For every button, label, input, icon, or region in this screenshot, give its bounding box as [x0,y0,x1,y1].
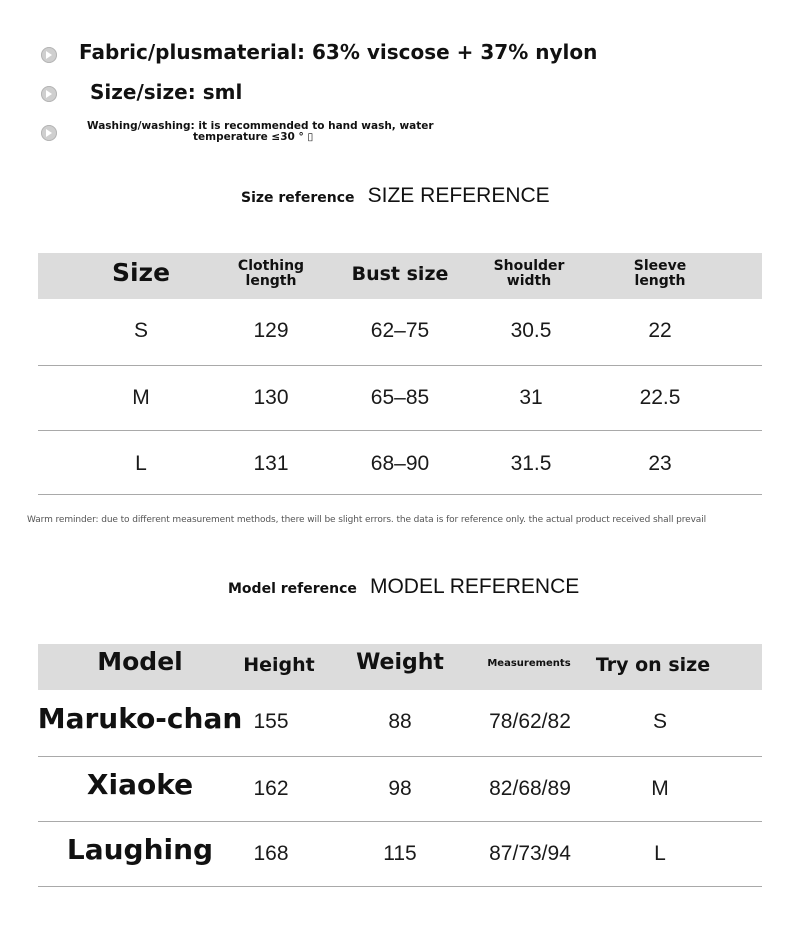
clothing-length-cell: 131 [253,452,289,475]
size-table-header [38,253,762,299]
washing-info [87,121,434,143]
warm-reminder: Warm reminder: due to different measurement methods, there will be slight errors. the data is for reference only. the actual product received shall prevail [27,515,707,525]
bullet-icon [41,125,57,141]
header-height: Height [243,654,315,676]
header-sleeve-length: Sleeve length [633,258,687,289]
size-reference-title-small: Size reference [241,190,355,206]
size-cell: L [135,452,147,475]
header-measurements: Measurements [487,658,571,669]
header-weight: Weight [356,650,444,675]
sleeve-length-cell: 22 [648,319,672,342]
table-row [38,757,762,822]
model-reference-title-small: Model reference [228,581,357,597]
measurements-cell: 87/73/94 [489,842,571,865]
table-row [38,431,762,495]
bust-size-cell: 65–85 [370,386,430,409]
try-on-size-cell: M [651,777,669,800]
weight-cell: 98 [388,777,412,800]
bust-size-cell: 68–90 [370,452,430,475]
table-row [38,299,762,366]
weight-cell: 115 [383,842,417,865]
header-try-on-size: Try on size [595,654,711,676]
model-reference-title-big: MODEL REFERENCE [369,575,580,598]
try-on-size-cell: S [652,710,668,733]
table-row [38,822,762,887]
header-model: Model [97,647,183,676]
washing-line-2: temperature ≤30 ° ▯ [193,131,314,143]
model-reference-title [228,575,579,599]
header-shoulder-width: Shoulder width [493,258,565,289]
shoulder-width-cell: 31 [519,386,543,409]
measurements-cell: 82/68/89 [489,777,571,800]
header-size: Size [111,258,171,287]
model-name-cell: Xiaoke [86,768,194,801]
measurements-cell: 78/62/82 [489,710,571,733]
size-reference-title-big: SIZE REFERENCE [367,184,550,207]
table-row [38,366,762,431]
table-row [38,690,762,757]
height-cell: 168 [253,842,289,865]
bullet-icon [41,47,57,63]
weight-cell: 88 [388,710,412,733]
bullet-icon [41,86,57,102]
size-table [38,253,762,495]
size-info: Size/size: sml [90,80,243,104]
model-name-cell: Maruko-chan [37,702,243,735]
sleeve-length-cell: 22.5 [639,386,681,409]
washing-line-1: Washing/washing: it is recommended to hand wash, water [87,120,434,132]
height-cell: 162 [253,777,289,800]
model-table-header [38,644,762,690]
sleeve-length-cell: 23 [648,452,672,475]
model-name-cell: Laughing [66,833,214,866]
size-reference-title [241,184,550,208]
size-cell: S [133,319,149,342]
fabric-info: Fabric/plusmaterial: 63% viscose + 37% nylon [79,40,598,64]
shoulder-width-cell: 30.5 [510,319,552,342]
header-clothing-length: Clothing length [237,258,305,289]
clothing-length-cell: 129 [253,319,289,342]
shoulder-width-cell: 31.5 [510,452,552,475]
model-table [38,644,762,887]
header-bust-size: Bust size [351,263,449,285]
bust-size-cell: 62–75 [370,319,430,342]
height-cell: 155 [253,710,289,733]
try-on-size-cell: L [654,842,666,865]
clothing-length-cell: 130 [253,386,289,409]
size-cell: M [132,386,150,409]
